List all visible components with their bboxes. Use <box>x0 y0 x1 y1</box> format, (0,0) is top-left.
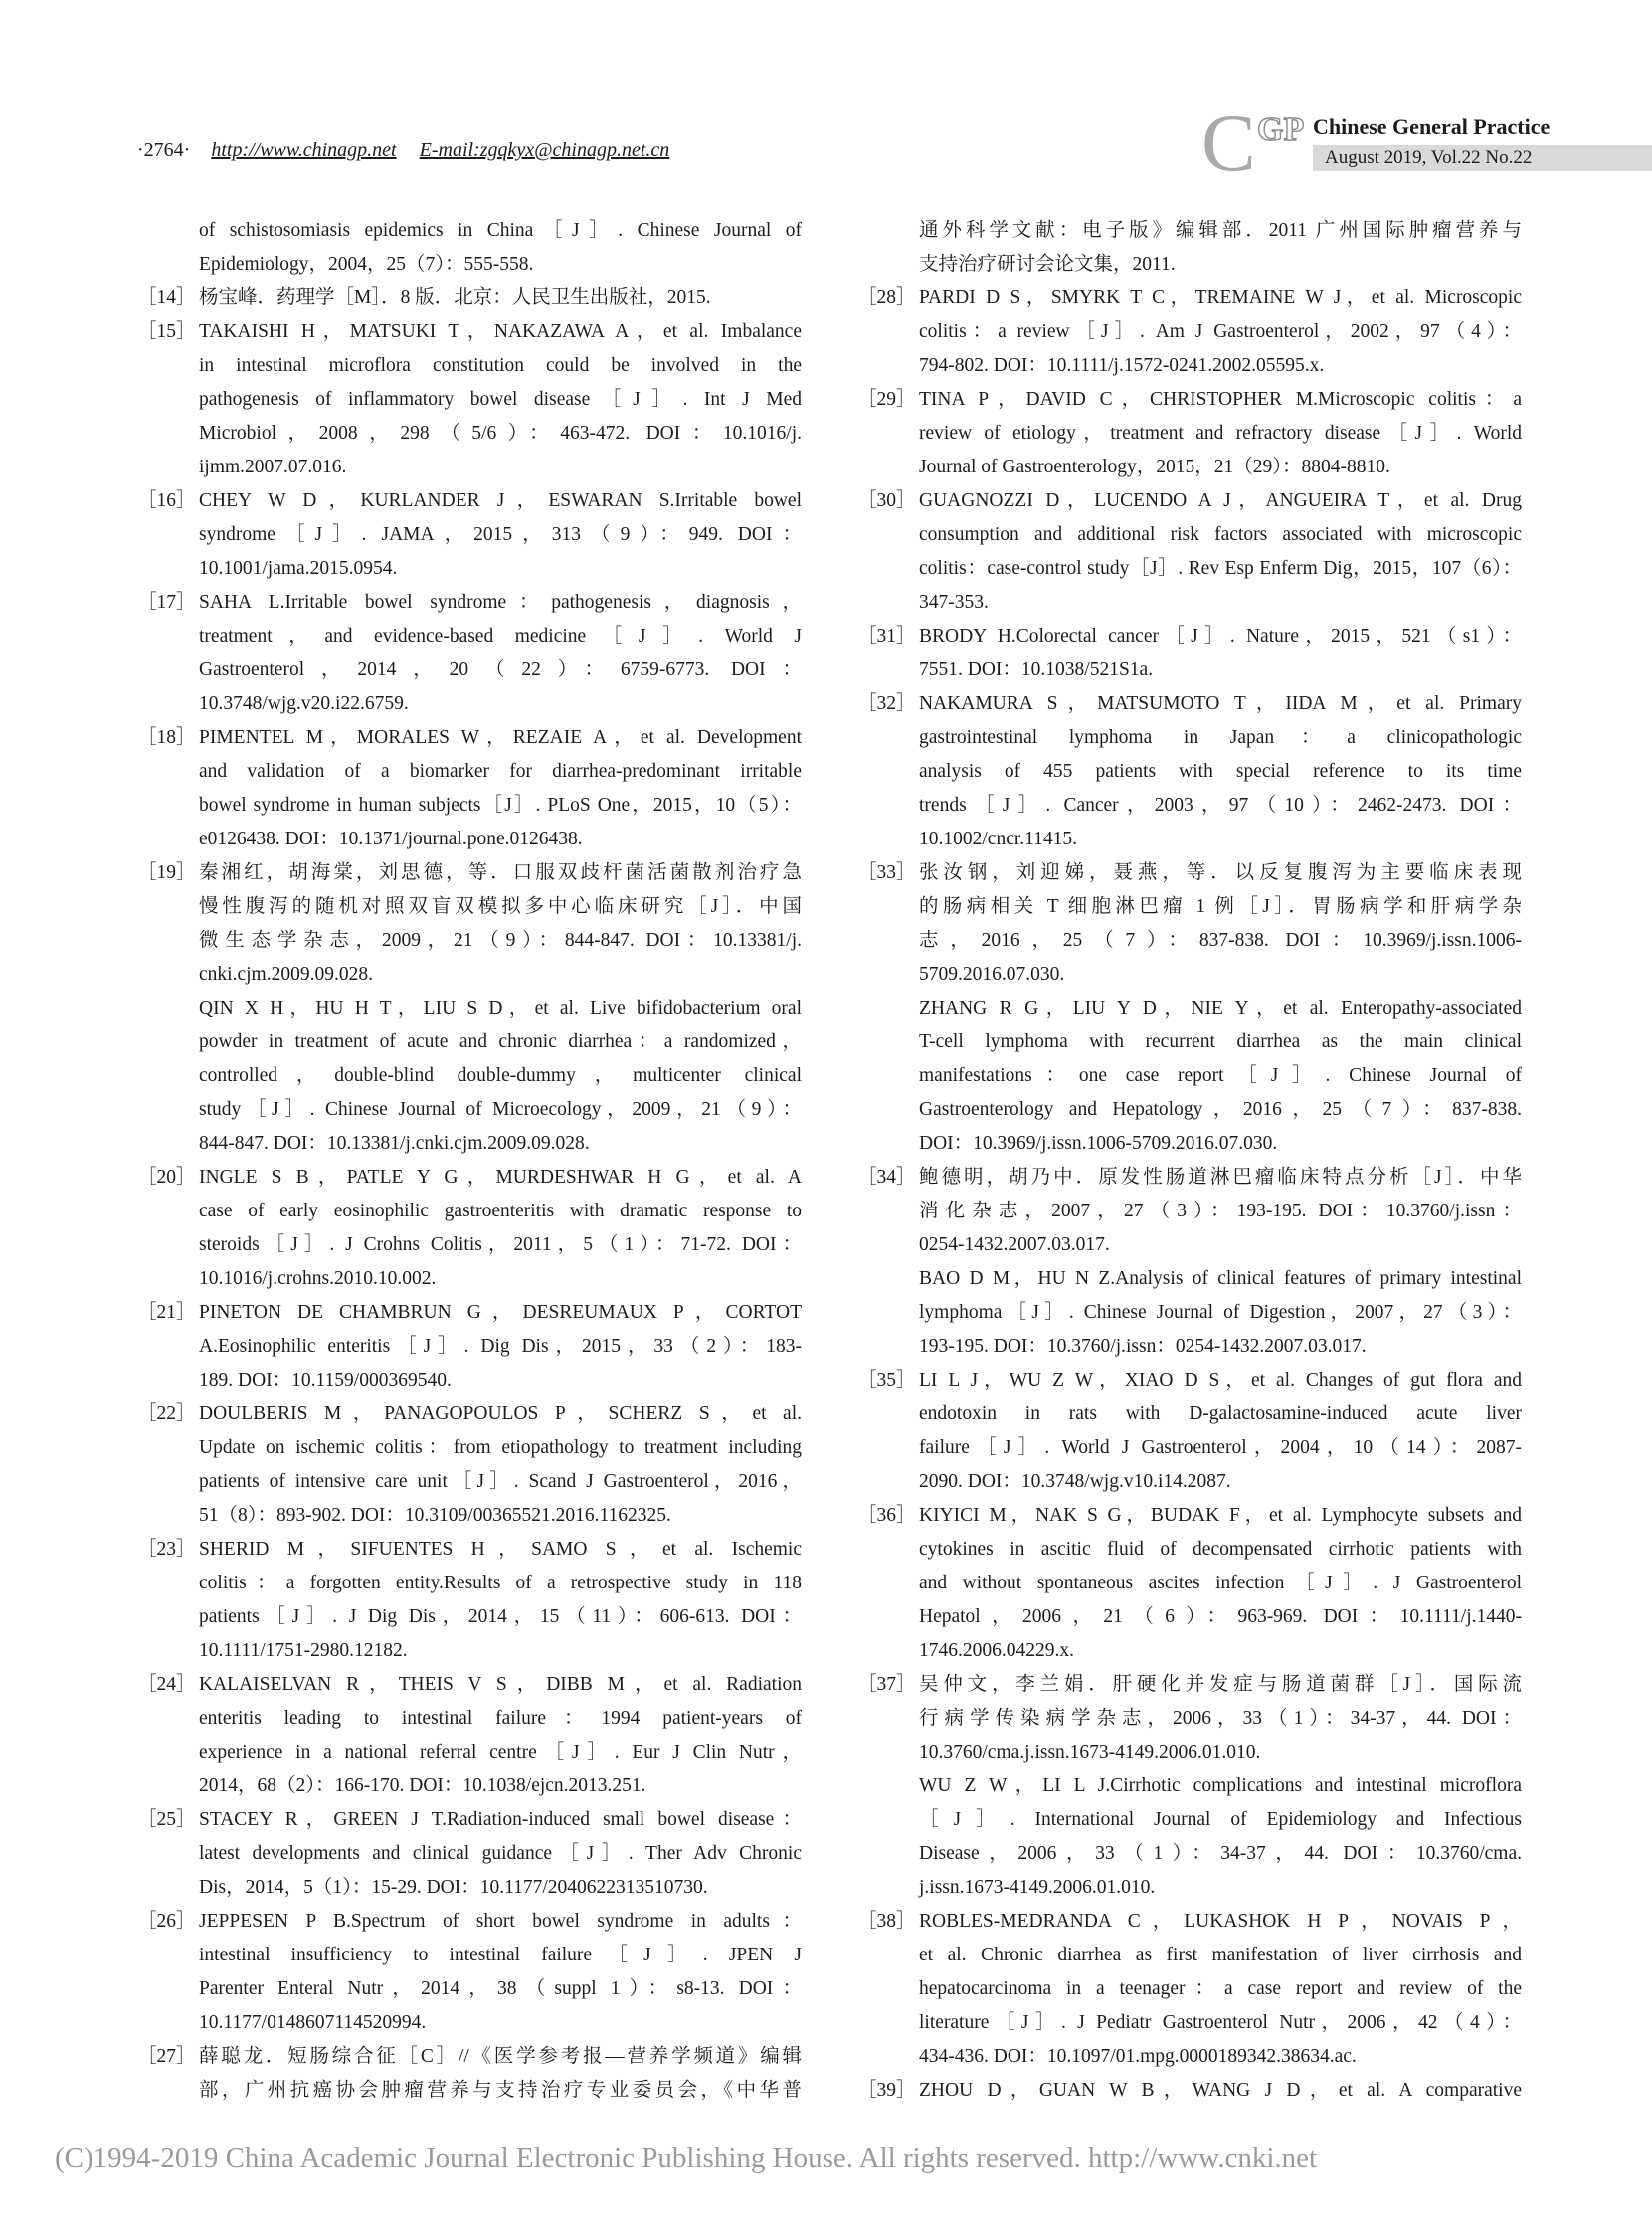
reference-number: ［14］ <box>137 287 196 308</box>
reference-line: manifestations：one case report［J］. Chinese Journal of <box>919 1065 1522 1086</box>
reference-line: and validation of a biomarker for diarrhea-predominant irritable <box>199 761 802 782</box>
reference-entry <box>857 856 1522 992</box>
reference-entry <box>137 2040 802 2108</box>
reference-line: cnki.cjm.2009.09.028. <box>199 964 373 985</box>
reference-line: 844-847. DOI：10.13381/j.cnki.cjm.2009.09.028. <box>199 1133 590 1154</box>
reference-line: 434-436. DOI：10.1097/01.mpg.0000189342.38634.ac. <box>919 2046 1357 2067</box>
reference-line: and without spontaneous ascites infection［J］. J Gastroenterol <box>919 1573 1522 1593</box>
running-header <box>137 139 669 162</box>
reference-line: failure［J］. World J Gastroenterol，2004，10（14）：2087- <box>919 1437 1522 1458</box>
reference-line: 2090. DOI：10.3748/wjg.v10.i14.2087. <box>919 1471 1231 1492</box>
reference-line: DOULBERIS M，PANAGOPOULOS P，SCHERZ S，et al. <box>199 1403 802 1424</box>
reference-entry <box>857 1905 1522 2074</box>
reference-text <box>919 1668 1522 1769</box>
reference-line: PINETON DE CHAMBRUN G，DESREUMAUX P，CORTOT <box>199 1302 802 1323</box>
reference-line: 0254-1432.2007.03.017. <box>919 1234 1110 1255</box>
reference-entry <box>857 620 1522 687</box>
reference-line: Epidemiology，2004，25（7）：555-558. <box>199 254 534 275</box>
reference-text <box>919 1161 1522 1262</box>
reference-line: 10.3760/cma.j.issn.1673-4149.2006.01.010. <box>919 1742 1261 1763</box>
reference-entry <box>137 1668 802 1803</box>
left-column-references <box>137 214 802 2108</box>
reference-continuation <box>857 992 1522 1161</box>
reference-line: 行病学传染病学杂志，2006，33（1）：34-37，44. DOI： <box>919 1708 1522 1729</box>
reference-number: ［38］ <box>857 1911 916 1932</box>
reference-entry <box>857 1364 1522 1499</box>
reference-line: study［J］. Chinese Journal of Microecology，2009，21（9）： <box>199 1099 802 1120</box>
reference-entry <box>857 484 1522 620</box>
reference-line: QIN X H，HU H T，LIU S D，et al. Live bifidobacterium oral <box>199 998 802 1019</box>
reference-line: PARDI D S，SMYRK T C，TREMAINE W J，et al. Microscopic <box>919 287 1522 308</box>
reference-number: ［31］ <box>857 626 916 647</box>
reference-line: experience in a national referral centre［J］. Eur J Clin Nutr， <box>199 1742 802 1763</box>
reference-number: ［30］ <box>857 490 916 511</box>
reference-entry <box>857 2074 1522 2108</box>
reference-line: gastrointestinal lymphoma in Japan：a clinicopathologic <box>919 727 1522 748</box>
reference-number: ［35］ <box>857 1370 916 1391</box>
reference-line: 794-802. DOI：10.1111/j.1572-0241.2002.05595.x. <box>919 355 1325 376</box>
reference-line: Microbiol，2008，298（5/6）：463-472. DOI：10.1016/j. <box>199 423 802 444</box>
reference-line: 杨宝峰．药理学［M］．8 版．北京：人民卫生出版社，2015. <box>199 287 711 308</box>
reference-number: ［16］ <box>137 490 196 511</box>
reference-line: 2014，68（2）：166-170. DOI：10.1038/ejcn.2013.251. <box>199 1775 646 1796</box>
reference-line: powder in treatment of acute and chronic diarrhea：a randomized， <box>199 1031 802 1052</box>
reference-text <box>199 281 802 315</box>
reference-line: 10.1002/cncr.11415. <box>919 829 1078 849</box>
reference-entry <box>857 687 1522 856</box>
reference-continuation <box>857 1262 1522 1364</box>
reference-line: 10.1016/j.crohns.2010.10.002. <box>199 1268 437 1289</box>
reference-line: KIYICI M，NAK S G，BUDAK F，et al. Lymphocyte subsets and <box>919 1505 1522 1526</box>
reference-text <box>919 1364 1522 1499</box>
reference-line: 7551. DOI：10.1038/521S1a. <box>919 659 1154 680</box>
reference-line: INGLE S B，PATLE Y G，MURDESHWAR H G，et al. A <box>199 1167 802 1188</box>
journal-email-link[interactable]: E-mail:zgqkyx@chinagp.net.cn <box>419 139 670 161</box>
reference-entry <box>857 1161 1522 1262</box>
reference-text <box>199 1533 802 1668</box>
reference-text <box>199 856 802 992</box>
reference-line: Hepatol，2006，21（6）：963-969. DOI：10.1111/j.1440- <box>919 1606 1522 1627</box>
reference-text <box>199 721 802 856</box>
reference-continuation <box>857 1769 1522 1905</box>
reference-entry <box>857 281 1522 383</box>
reference-entry <box>137 281 802 315</box>
reference-line: pathogenesis of inflammatory bowel disease［J］. Int J Med <box>199 389 802 410</box>
reference-line: literature［J］. J Pediatr Gastroenterol Nutr，2006，42（4）： <box>919 2012 1522 2033</box>
reference-text <box>199 1296 802 1397</box>
reference-line: SHERID M，SIFUENTES H，SAMO S，et al. Ischemic <box>199 1539 802 1560</box>
reference-number: ［36］ <box>857 1505 916 1526</box>
reference-text <box>919 620 1522 687</box>
logo-gp: GP <box>1257 111 1305 148</box>
reference-line: 吴仲文，李兰娟．肝硬化并发症与肠道菌群［J］．国际流 <box>919 1674 1522 1695</box>
reference-line: 秦湘红，胡海棠，刘思德，等．口服双歧杆菌活菌散剂治疗急 <box>199 862 802 883</box>
reference-line: 347-353. <box>919 592 989 613</box>
reference-line: ZHOU D，GUAN W B，WANG J D，et al. A comparative <box>919 2080 1522 2101</box>
reference-number: ［15］ <box>137 321 196 342</box>
reference-line: KALAISELVAN R，THEIS V S，DIBB M，et al. Radiation <box>199 1674 802 1695</box>
reference-number: ［18］ <box>137 727 196 748</box>
reference-line: colitis：a forgotten entity.Results of a retrospective study in 118 <box>199 1573 802 1593</box>
reference-line: patients of intensive care unit［J］. Scand J Gastroenterol，2016， <box>199 1471 802 1492</box>
reference-entry <box>137 1533 802 1668</box>
reference-entry <box>857 1499 1522 1668</box>
reference-entry <box>137 856 802 992</box>
reference-entry <box>857 383 1522 484</box>
reference-line: 1746.2006.04229.x. <box>919 1640 1074 1661</box>
reference-number: ［29］ <box>857 389 916 410</box>
reference-number: ［22］ <box>137 1403 196 1424</box>
reference-line: enteritis leading to intestinal failure：1994 patient-years of <box>199 1708 802 1729</box>
reference-text <box>919 1905 1522 2074</box>
reference-line: consumption and additional risk factors associated with microscopic <box>919 524 1522 545</box>
reference-line: Gastroenterol，2014，20（22）：6759-6773. DOI： <box>199 659 802 680</box>
reference-line: Dis，2014，5（1）：15-29. DOI：10.1177/2040622313510730. <box>199 1877 708 1898</box>
journal-issue: August 2019, Vol.22 No.22 <box>1313 145 1652 171</box>
reference-line: SAHA L.Irritable bowel syndrome：pathogenesis，diagnosis， <box>199 592 802 613</box>
reference-line: j.issn.1673-4149.2006.01.010. <box>919 1877 1156 1898</box>
reference-text <box>919 281 1522 383</box>
reference-line: JEPPESEN P B.Spectrum of short bowel syndrome in adults： <box>199 1911 802 1932</box>
reference-line: Disease，2006，33（1）：34-37，44. DOI：10.3760/cma. <box>919 1843 1522 1864</box>
reference-line: NAKAMURA S，MATSUMOTO T，IIDA M，et al. Primary <box>919 693 1522 714</box>
reference-continuation <box>137 214 802 281</box>
reference-line: cytokines in ascitic fluid of decompensated cirrhotic patients with <box>919 1539 1522 1560</box>
reference-line: endotoxin in rats with D-galactosamine-induced acute liver <box>919 1403 1522 1424</box>
reference-line: T-cell lymphoma with recurrent diarrhea as the main clinical <box>919 1031 1522 1052</box>
reference-number: ［20］ <box>137 1167 196 1188</box>
reference-line: TAKAISHI H，MATSUKI T，NAKAZAWA A，et al. Imbalance <box>199 321 802 342</box>
reference-text <box>199 1905 802 2040</box>
reference-continuation <box>857 214 1522 281</box>
reference-line: steroids［J］. J Crohns Colitis，2011，5（1）：71-72. DOI： <box>199 1234 802 1255</box>
reference-line: patients［J］. J Dig Dis，2014，15（11）：606-613. DOI： <box>199 1606 802 1627</box>
reference-entry <box>137 1803 802 1905</box>
reference-line: latest developments and clinical guidance［J］. Ther Adv Chronic <box>199 1843 802 1864</box>
reference-line: ROBLES-MEDRANDA C，LUKASHOK H P，NOVAIS P， <box>919 1911 1522 1932</box>
reference-line: 微生态学杂志，2009，21（9）：844-847. DOI：10.13381/j. <box>199 930 802 951</box>
journal-title: Chinese General Practice <box>1313 114 1551 139</box>
reference-line: Update on ischemic colitis：from etiopathology to treatment including <box>199 1437 802 1458</box>
reference-line: BAO D M，HU N Z.Analysis of clinical features of primary intestinal <box>919 1268 1522 1289</box>
reference-entry <box>137 315 802 484</box>
reference-line: 10.1001/jama.2015.0954. <box>199 558 398 579</box>
reference-line: syndrome［J］. JAMA，2015，313（9）：949. DOI： <box>199 524 802 545</box>
reference-text <box>919 2074 1522 2108</box>
reference-number: ［33］ <box>857 862 916 883</box>
reference-line: ijmm.2007.07.016. <box>199 457 347 477</box>
reference-line: 支持治疗研讨会论文集，2011. <box>919 254 1176 275</box>
reference-line: 189. DOI：10.1159/000369540. <box>199 1370 452 1391</box>
reference-line: controlled，double-blind double-dummy，multicenter clinical <box>199 1065 802 1086</box>
reference-line: 5709.2016.07.030. <box>919 964 1065 985</box>
reference-text <box>199 484 802 586</box>
reference-line: PIMENTEL M，MORALES W，REZAIE A，et al. Development <box>199 727 802 748</box>
reference-line: Gastroenterology and Hepatology，2016，25（7）：837-838. <box>919 1099 1522 1120</box>
reference-number: ［32］ <box>857 693 916 714</box>
reference-line: case of early eosinophilic gastroenteritis with dramatic response to <box>199 1201 802 1221</box>
reference-number: ［19］ <box>137 862 196 883</box>
reference-line: Parenter Enteral Nutr，2014，38（suppl 1）：s8-13. DOI： <box>199 1978 802 1999</box>
reference-text <box>199 1668 802 1803</box>
reference-line: e0126438. DOI：10.1371/journal.pone.0126438. <box>199 829 583 849</box>
reference-number: ［37］ <box>857 1674 916 1695</box>
reference-continuation <box>137 992 802 1161</box>
reference-text <box>199 2040 802 2108</box>
right-column-references <box>857 214 1522 2108</box>
journal-logo <box>1201 97 1551 188</box>
reference-text <box>919 383 1522 484</box>
reference-number: ［24］ <box>137 1674 196 1695</box>
reference-line: 的肠病相关 T 细胞淋巴瘤 1 例［J］．胃肠病学和肝病学杂 <box>919 896 1522 917</box>
reference-line: 10.3748/wjg.v20.i22.6759. <box>199 693 409 714</box>
reference-text <box>919 856 1522 992</box>
reference-line: colitis：case-control study［J］. Rev Esp Enferm Dig，2015，107（6）： <box>919 558 1522 579</box>
reference-text <box>919 687 1522 856</box>
reference-line: 张汝钢，刘迎娣，聂燕，等．以反复腹泻为主要临床表现 <box>919 862 1522 883</box>
reference-line: ZHANG R G，LIU Y D，NIE Y，et al. Enteropathy-associated <box>919 998 1522 1019</box>
reference-line: TINA P，DAVID C，CHRISTOPHER M.Microscopic colitis：a <box>919 389 1522 410</box>
reference-line: in intestinal microflora constitution could be involved in the <box>199 355 802 376</box>
reference-line: hepatocarcinoma in a teenager：a case report and review of the <box>919 1978 1522 1999</box>
reference-entry <box>137 1161 802 1296</box>
page-number: ·2764· <box>137 139 191 161</box>
reference-line: bowel syndrome in human subjects［J］. PLoS One，2015，10（5）： <box>199 795 802 816</box>
reference-line: 消化杂志，2007，27（3）：193-195. DOI：10.3760/j.issn： <box>919 1201 1522 1221</box>
journal-url-link[interactable]: http://www.chinagp.net <box>211 139 397 161</box>
reference-text <box>199 1803 802 1905</box>
reference-entry <box>137 1905 802 2040</box>
reference-line: trends［J］. Cancer，2003，97（10）：2462-2473. DOI： <box>919 795 1522 816</box>
reference-line: WU Z W，LI L J.Cirrhotic complications and intestinal microflora <box>919 1775 1522 1796</box>
reference-number: ［28］ <box>857 287 916 308</box>
reference-number: ［21］ <box>137 1302 196 1323</box>
reference-line: of schistosomiasis epidemics in China［J］. Chinese Journal of <box>199 220 802 241</box>
reference-line: 部，广州抗癌协会肿瘤营养与支持治疗专业委员会，《中华普 <box>199 2080 802 2101</box>
reference-line: 51（8）：893-902. DOI：10.3109/00365521.2016.1162325. <box>199 1505 671 1526</box>
reference-line: BRODY H.Colorectal cancer［J］. Nature，2015，521（s1）： <box>919 626 1522 647</box>
reference-number: ［34］ <box>857 1167 916 1188</box>
reference-line: 10.1111/1751-2980.12182. <box>199 1640 408 1661</box>
reference-line: analysis of 455 patients with special reference to its time <box>919 761 1522 782</box>
reference-number: ［27］ <box>137 2046 196 2067</box>
reference-line: 193-195. DOI：10.3760/j.issn：0254-1432.2007.03.017. <box>919 1336 1367 1357</box>
reference-line: GUAGNOZZI D，LUCENDO A J，ANGUEIRA T，et al. Drug <box>919 490 1522 511</box>
reference-entry <box>137 484 802 586</box>
reference-entry <box>137 586 802 721</box>
reference-line: DOI：10.3969/j.issn.1006-5709.2016.07.030. <box>919 1133 1278 1154</box>
reference-number: ［39］ <box>857 2080 916 2101</box>
copyright-footer: (C)1994-2019 China Academic Journal Electronic Publishing House. All rights reserved. http://www.cnki.net <box>55 2142 1318 2174</box>
reference-number: ［26］ <box>137 1911 196 1932</box>
reference-entry <box>137 1296 802 1397</box>
reference-line: 10.1177/0148607114520994. <box>199 2012 427 2033</box>
reference-number: ［17］ <box>137 592 196 613</box>
logo-letter-c: C <box>1201 97 1256 188</box>
reference-line: 通外科学文献：电子版》编辑部．2011 广州国际肿瘤营养与 <box>919 220 1522 241</box>
reference-line: 慢性腹泻的随机对照双盲双模拟多中心临床研究［J］．中国 <box>199 896 802 917</box>
reference-text <box>919 1499 1522 1668</box>
reference-line: 薛聪龙．短肠综合征［C］//《医学参考报—营养学频道》编辑 <box>199 2046 802 2067</box>
reference-line: 鲍德明，胡乃中．原发性肠道淋巴瘤临床特点分析［J］．中华 <box>919 1167 1522 1188</box>
reference-entry <box>137 1397 802 1533</box>
reference-line: Journal of Gastroenterology，2015，21（29）：8804-8810. <box>919 457 1390 477</box>
reference-line: ［J］. International Journal of Epidemiology and Infectious <box>919 1809 1522 1830</box>
reference-line: intestinal insufficiency to intestinal failure［J］. JPEN J <box>199 1945 802 1965</box>
reference-line: treatment，and evidence-based medicine［J］. World J <box>199 626 802 647</box>
reference-line: et al. Chronic diarrhea as first manifestation of liver cirrhosis and <box>919 1945 1522 1965</box>
reference-number: ［23］ <box>137 1539 196 1560</box>
reference-line: A.Eosinophilic enteritis［J］. Dig Dis，2015，33（2）：183- <box>199 1336 802 1357</box>
reference-line: LI L J，WU Z W，XIAO D S，et al. Changes of gut flora and <box>919 1370 1522 1391</box>
reference-line: CHEY W D，KURLANDER J，ESWARAN S.Irritable bowel <box>199 490 802 511</box>
reference-text <box>199 586 802 721</box>
reference-line: lymphoma［J］. Chinese Journal of Digestion，2007，27（3）： <box>919 1302 1522 1323</box>
reference-text <box>919 484 1522 620</box>
reference-line: colitis：a review［J］. Am J Gastroenterol，2002，97（4）： <box>919 321 1522 342</box>
reference-text <box>199 315 802 484</box>
reference-line: review of etiology，treatment and refractory disease［J］. World <box>919 423 1522 444</box>
reference-line: 志，2016，25（7）：837-838. DOI：10.3969/j.issn.1006- <box>919 930 1522 951</box>
reference-entry <box>857 1668 1522 1769</box>
reference-entry <box>137 721 802 856</box>
reference-line: STACEY R，GREEN J T.Radiation-induced small bowel disease： <box>199 1809 802 1830</box>
reference-text <box>199 1161 802 1296</box>
reference-number: ［25］ <box>137 1809 196 1830</box>
reference-text <box>199 1397 802 1533</box>
